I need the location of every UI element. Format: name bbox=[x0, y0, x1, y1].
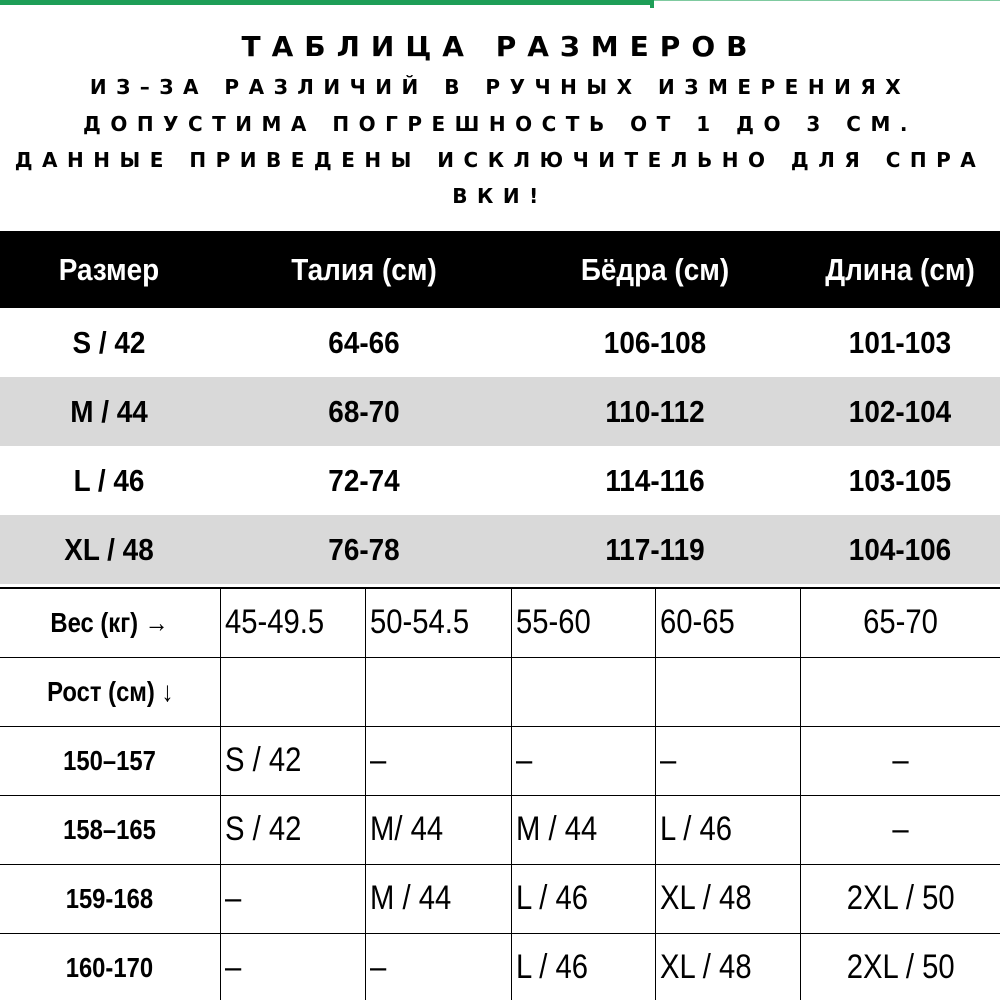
table-row bbox=[0, 308, 1000, 377]
fit-cell bbox=[655, 864, 800, 933]
table-row bbox=[0, 864, 1000, 933]
fit-cell bbox=[365, 864, 511, 933]
table-row bbox=[0, 795, 1000, 864]
header-length: Длина (см) bbox=[825, 251, 975, 287]
weight-value: 45-49.5 bbox=[224, 603, 324, 642]
waist-cell: 76-78 bbox=[328, 531, 400, 567]
fit-cell bbox=[365, 933, 511, 1000]
waist-cell: 68-70 bbox=[328, 393, 400, 429]
note-line-3: ДАННЫЕ ПРИВЕДЕНЫ ИСКЛЮЧИТЕЛЬНО ДЛЯ СПРА bbox=[14, 148, 986, 172]
fit-cell bbox=[365, 795, 511, 864]
note-line-1: ИЗ–ЗА РАЗЛИЧИЙ В РУЧНЫХ ИЗМЕРЕНИЯХ bbox=[89, 75, 911, 99]
weight-value: 50-54.5 bbox=[369, 603, 469, 642]
weight-cell bbox=[511, 588, 655, 657]
size-cell: L / 46 bbox=[73, 462, 145, 498]
fit-value: – bbox=[369, 948, 386, 986]
weight-value: 60-65 bbox=[659, 603, 735, 642]
hips-cell: 106-108 bbox=[603, 324, 707, 360]
empty-cell bbox=[511, 657, 655, 726]
fit-value: – bbox=[224, 948, 241, 986]
fit-value: L / 46 bbox=[515, 879, 588, 917]
fit-cell bbox=[800, 864, 1000, 933]
empty-cell bbox=[800, 657, 1000, 726]
fit-value: L / 46 bbox=[659, 810, 732, 848]
fit-cell bbox=[220, 933, 365, 1000]
top-accent-tick bbox=[650, 0, 654, 8]
header-hips: Бёдра (см) bbox=[580, 251, 730, 287]
height-cell bbox=[0, 726, 220, 795]
height-cell bbox=[0, 864, 220, 933]
note-line-2: ДОПУСТИМА ПОГРЕШНОСТЬ ОТ 1 ДО 3 СМ. bbox=[83, 112, 917, 136]
weight-row bbox=[0, 588, 1000, 657]
fit-cell bbox=[511, 933, 655, 1000]
fit-cell bbox=[800, 726, 1000, 795]
fit-value: M/ 44 bbox=[369, 810, 443, 848]
size-table bbox=[0, 231, 1000, 584]
empty-cell bbox=[365, 657, 511, 726]
fit-cell bbox=[655, 795, 800, 864]
hips-cell: 117-119 bbox=[605, 531, 705, 567]
waist-cell: 72-74 bbox=[328, 462, 400, 498]
fit-value: 2XL / 50 bbox=[846, 879, 955, 917]
fit-cell bbox=[511, 864, 655, 933]
fit-value: L / 46 bbox=[515, 948, 588, 986]
weight-label: Вес (кг) → bbox=[50, 606, 169, 638]
table-row bbox=[0, 933, 1000, 1000]
height-value: 150–157 bbox=[63, 744, 157, 776]
height-cell bbox=[0, 933, 220, 1000]
size-cell: S / 42 bbox=[72, 324, 146, 360]
fit-value: – bbox=[224, 879, 241, 917]
size-cell: M / 44 bbox=[70, 393, 148, 429]
note-line-4: ВКИ! bbox=[452, 184, 548, 208]
hips-cell: 110-112 bbox=[605, 393, 705, 429]
fit-cell bbox=[655, 933, 800, 1000]
weight-value: 65-70 bbox=[862, 603, 938, 642]
weight-label-cell bbox=[0, 588, 220, 657]
height-label: Рост (см) ↓ bbox=[46, 675, 173, 707]
top-accent-bar bbox=[0, 0, 650, 5]
height-label-cell bbox=[0, 657, 220, 726]
fit-value: XL / 48 bbox=[659, 948, 752, 986]
empty-cell bbox=[655, 657, 800, 726]
height-label-row bbox=[0, 657, 1000, 726]
weight-cell bbox=[365, 588, 511, 657]
table-row bbox=[0, 446, 1000, 515]
fit-value: M / 44 bbox=[515, 810, 597, 848]
top-accent-line bbox=[654, 0, 1000, 1]
weight-cell bbox=[220, 588, 365, 657]
hips-cell: 114-116 bbox=[605, 462, 705, 498]
height-value: 159-168 bbox=[66, 882, 154, 914]
fit-cell bbox=[511, 795, 655, 864]
length-cell: 104-106 bbox=[848, 531, 952, 567]
fit-cell bbox=[220, 726, 365, 795]
height-cell bbox=[0, 795, 220, 864]
fit-cell bbox=[800, 795, 1000, 864]
length-cell: 103-105 bbox=[848, 462, 952, 498]
size-table-header bbox=[0, 231, 1000, 308]
fit-value: – bbox=[369, 741, 386, 779]
fit-value: – bbox=[892, 810, 909, 848]
page-title: ТАБЛИЦА РАЗМЕРОВ bbox=[241, 30, 759, 63]
fit-value: – bbox=[515, 741, 532, 779]
fit-cell bbox=[800, 933, 1000, 1000]
fit-value: – bbox=[892, 741, 909, 779]
fit-value: XL / 48 bbox=[659, 879, 752, 917]
fit-table bbox=[0, 587, 1000, 1000]
table-row bbox=[0, 377, 1000, 446]
fit-value: S / 42 bbox=[224, 810, 301, 848]
fit-cell bbox=[365, 726, 511, 795]
table-row bbox=[0, 726, 1000, 795]
weight-cell bbox=[800, 588, 1000, 657]
fit-value: 2XL / 50 bbox=[846, 948, 955, 986]
height-value: 158–165 bbox=[63, 813, 157, 845]
empty-cell bbox=[220, 657, 365, 726]
header-size: Размер bbox=[58, 251, 160, 287]
fit-cell bbox=[220, 795, 365, 864]
header-waist: Талия (см) bbox=[291, 251, 437, 287]
weight-cell bbox=[655, 588, 800, 657]
fit-cell bbox=[220, 864, 365, 933]
fit-value: S / 42 bbox=[224, 741, 301, 779]
size-cell: XL / 48 bbox=[64, 531, 154, 567]
fit-value: M / 44 bbox=[369, 879, 451, 917]
length-cell: 102-104 bbox=[848, 393, 952, 429]
table-row bbox=[0, 515, 1000, 584]
height-value: 160-170 bbox=[66, 951, 154, 983]
weight-value: 55-60 bbox=[515, 603, 591, 642]
length-cell: 101-103 bbox=[848, 324, 952, 360]
fit-cell bbox=[511, 726, 655, 795]
waist-cell: 64-66 bbox=[328, 324, 400, 360]
fit-cell bbox=[655, 726, 800, 795]
fit-value: – bbox=[659, 741, 676, 779]
